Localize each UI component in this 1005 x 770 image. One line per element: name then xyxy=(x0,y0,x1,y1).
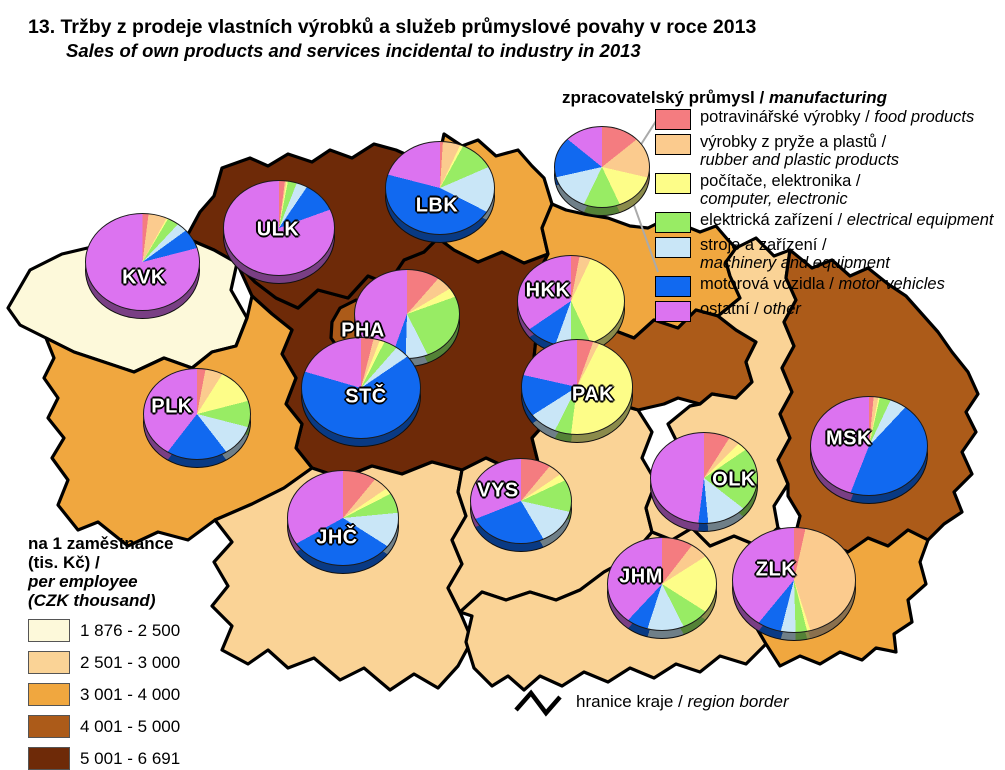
manufacturing-legend-item-0 xyxy=(655,108,1003,130)
region-label-PLK: PLK xyxy=(151,395,193,418)
manufacturing-legend-item-6 xyxy=(655,300,1003,322)
legend-class-label: 5 001 - 6 691 xyxy=(80,748,181,768)
region-label-OLK: OLK xyxy=(712,468,756,491)
legend-swatch xyxy=(28,683,70,706)
legend-swatch xyxy=(28,747,70,770)
legend-swatch xyxy=(28,651,70,674)
legend-swatch xyxy=(655,237,691,258)
legend-item-label: motorová vozidla / motor vehicles xyxy=(700,275,945,293)
region-label-ZLK: ZLK xyxy=(755,558,797,581)
legend-item-label: elektrická zařízení / electrical equipment xyxy=(700,211,994,229)
region-label-JHČ: JHČ xyxy=(316,526,358,549)
legend-swatch xyxy=(655,109,691,130)
choropleth-legend-item-0 xyxy=(28,619,180,642)
legend-swatch xyxy=(655,276,691,297)
manufacturing-legend-item-5 xyxy=(655,275,1003,297)
choropleth-legend-item-4 xyxy=(28,747,180,770)
pie-KVK xyxy=(85,213,200,311)
pie-JHČ xyxy=(287,470,399,565)
region-label-ULK: ULK xyxy=(256,218,300,241)
region-label-KVK: KVK xyxy=(122,266,166,289)
pie-legend-sample xyxy=(554,126,650,208)
legend-class-label: 2 501 - 3 000 xyxy=(80,652,181,672)
legend-swatch xyxy=(655,173,691,194)
legend-swatch xyxy=(28,619,70,642)
legend-swatch xyxy=(655,301,691,322)
pie-LBK xyxy=(385,141,495,235)
choropleth-legend-item-3 xyxy=(28,715,180,738)
legend-item-label: výrobky z pryže a plastů / rubber and plastic products xyxy=(700,133,900,169)
legend-class-label: 3 001 - 4 000 xyxy=(80,684,181,704)
legend-item-label: potravinářské výrobky / food products xyxy=(700,108,975,126)
region-label-STČ: STČ xyxy=(345,385,387,408)
manufacturing-legend xyxy=(655,108,1003,325)
region-label-VYS: VYS xyxy=(477,479,519,502)
manufacturing-legend-item-1 xyxy=(655,133,1003,169)
choropleth-legend-title-line: (CZK thousand) xyxy=(28,591,156,610)
legend-item-label: stroje a zařízení / machinery and equipment xyxy=(700,236,890,272)
region-label-HKK: HKK xyxy=(525,279,571,302)
region-label-PAK: PAK xyxy=(571,383,615,406)
region-border-legend-label: hranice kraje / region border xyxy=(576,692,789,711)
region-label-JHM: JHM xyxy=(619,565,663,588)
legend-class-label: 1 876 - 2 500 xyxy=(80,620,181,640)
choropleth-legend-item-1 xyxy=(28,651,180,674)
choropleth-legend-title-line: (tis. Kč) / xyxy=(28,553,100,572)
manufacturing-legend-item-4 xyxy=(655,236,1003,272)
legend-item-label: počítače, elektronika / computer, electronic xyxy=(700,172,861,208)
manufacturing-legend-item-2 xyxy=(655,172,1003,208)
region-label-PHA: PHA xyxy=(341,319,385,342)
zigzag-border-icon xyxy=(512,688,564,716)
manufacturing-legend-item-3 xyxy=(655,211,1003,233)
page-title: 13. Tržby z prodeje vlastních výrobků a služeb průmyslové povahy v roce 2013 xyxy=(28,16,757,38)
choropleth-legend xyxy=(28,534,180,770)
region-label-MSK: MSK xyxy=(826,427,872,450)
region-border-legend xyxy=(512,688,789,716)
choropleth-legend-title-line: per employee xyxy=(28,572,138,591)
legend-swatch xyxy=(655,212,691,233)
legend-class-label: 4 001 - 5 000 xyxy=(80,716,181,736)
legend-swatch xyxy=(28,715,70,738)
choropleth-legend-title-line: na 1 zaměstnance xyxy=(28,534,174,553)
legend-item-label: ostatní / other xyxy=(700,300,801,318)
page-subtitle: Sales of own products and services incidental to industry in 2013 xyxy=(66,40,641,61)
manufacturing-legend-title: zpracovatelský průmysl / manufacturing xyxy=(562,88,887,107)
legend-swatch xyxy=(655,134,691,155)
region-label-LBK: LBK xyxy=(415,194,459,217)
choropleth-legend-item-2 xyxy=(28,683,180,706)
